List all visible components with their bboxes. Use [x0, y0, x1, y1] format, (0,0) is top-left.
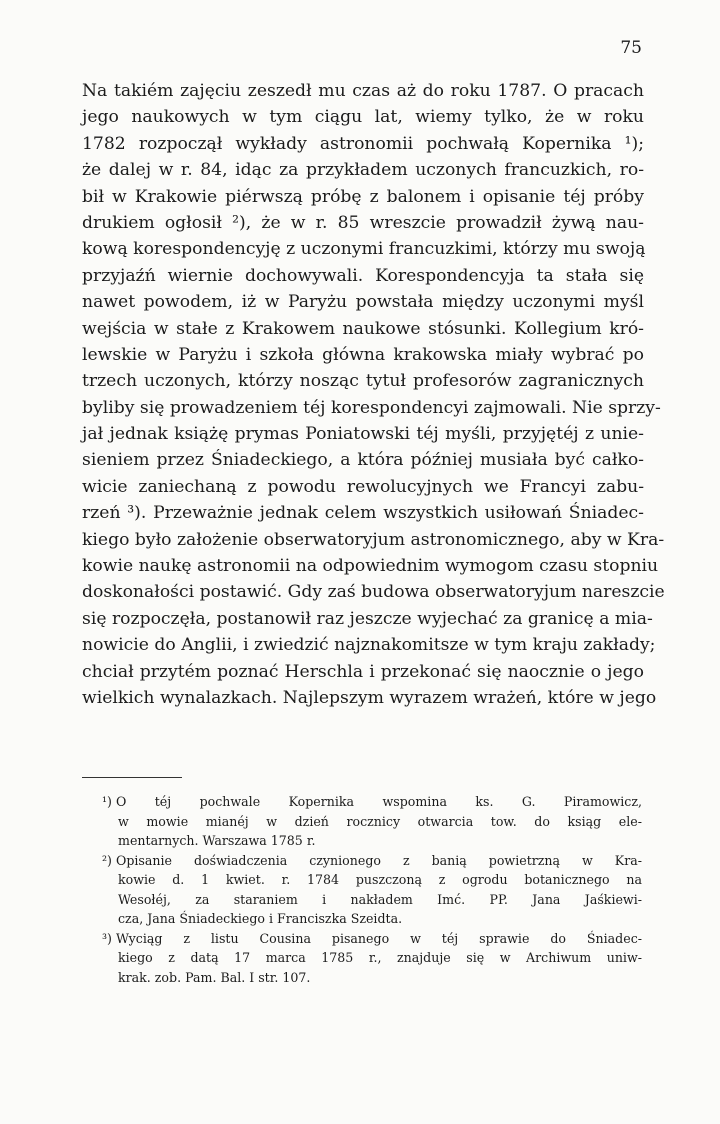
- body-line: kowie naukę astronomii na odpowiednim wymogom czasu stopniu: [82, 556, 659, 577]
- body-text: [82, 78, 665, 711]
- body-line: 1782 rozpoczął wykłady astronomii pochwałą Kopernika ¹);: [82, 133, 644, 154]
- footnote-divider: [82, 777, 182, 778]
- body-line: jał jednak książę prymas Poniatowski téj myśli, przyjętéj z unie-: [82, 424, 644, 445]
- footnote-2: [102, 851, 642, 929]
- body-line: doskonałości postawić. Gdy zaś budowa obserwatoryjum nareszcie: [82, 582, 665, 603]
- footnote-mark: ²): [102, 852, 112, 868]
- page-number: 75: [620, 38, 642, 58]
- body-line: Na takiém zajęciu zeszedł mu czas aż do roku 1787. O pracach: [82, 81, 644, 101]
- footnote-line: kowie d. 1 kwiet. r. 1784 puszczoną z ogrodu botanicznego na: [118, 872, 642, 887]
- body-line: chciał przytém poznać Herschla i przekonać się naocznie o jego: [82, 661, 644, 682]
- body-line: sieniem przez Śniadeckiego, a która później musiała być całko-: [82, 450, 644, 471]
- body-line: bił w Krakowie piérwszą próbę z balonem i opisanie téj próby: [82, 186, 644, 207]
- body-line: się rozpoczęła, postanowił raz jeszcze wyjechać za granicę a mia-: [82, 608, 653, 629]
- body-line: przyjaźń wiernie dochowywali. Korespondencyja ta stała się: [82, 265, 644, 286]
- body-line: wicie zaniechaną z powodu rewolucyjnych we Francyi zabu-: [82, 476, 644, 497]
- footnote-3: [102, 929, 642, 988]
- footnote-mark: ¹): [102, 794, 112, 809]
- footnote-1: [102, 792, 642, 851]
- footnotes: [102, 792, 642, 987]
- footnote-line: cza, Jana Śniadeckiego i Franciszka Szeidta.: [118, 911, 403, 926]
- body-line: trzech uczonych, którzy nosząc tytuł profesorów zagranicznych: [82, 371, 644, 392]
- body-line: drukiem ogłosił ²), że w r. 85 wreszcie prowadził żywą nau-: [82, 212, 644, 233]
- body-line: nowicie do Anglii, i zwiedzić najznakomitsze w tym kraju zakłady;: [82, 635, 656, 656]
- footnote-line: Opisanie doświadczenia czynionego z banią powietrzną w Kra-: [116, 852, 642, 868]
- footnote-line: krak. zob. Pam. Bal. I str. 107.: [118, 969, 311, 985]
- footnote-mark: ³): [102, 930, 112, 946]
- body-line: byliby się prowadzeniem téj korespondencyi zajmowali. Nie sprzy-: [82, 397, 661, 418]
- body-line: że dalej w r. 84, idąc za przykładem uczonych francuzkich, ro-: [82, 160, 644, 181]
- body-line: nawet powodem, iż w Paryżu powstała między uczonymi myśl: [82, 292, 644, 313]
- footnote-line: Wesołéj, za staraniem i nakładem Imć. PP. Jana Jaśkiewi-: [118, 891, 642, 907]
- body-line: wielkich wynalazkach. Najlepszym wyrazem wrażeń, które w jego: [82, 687, 657, 708]
- body-line: jego naukowych w tym ciągu lat, wiemy tylko, że w roku: [82, 107, 644, 128]
- body-line: kową korespondencyję z uczonymi francuzkimi, którzy mu swoją: [82, 239, 646, 260]
- footnote-line: Wyciąg z listu Cousina pisanego w téj sprawie do Śniadec-: [116, 930, 642, 946]
- footnote-line: w mowie mianéj w dzień rocznicy otwarcia tow. do ksiąg ele-: [118, 813, 642, 829]
- body-line: lewskie w Paryżu i szkoła główna krakowska miały wybrać po: [82, 344, 644, 365]
- footnote-line: kiego z datą 17 marca 1785 r., znajduje się w Archiwum uniw-: [118, 950, 642, 965]
- body-line: wejścia w stałe z Krakowem naukowe stósunki. Kollegium kró-: [82, 318, 644, 339]
- footnote-line: O téj pochwale Kopernika wspomina ks. G. Piramowicz,: [116, 794, 642, 809]
- footnote-line: mentarnych. Warszawa 1785 r.: [118, 833, 316, 848]
- body-line: kiego było założenie obserwatoryjum astronomicznego, aby w Kra-: [82, 529, 665, 550]
- body-line: rzeń ³). Przeważnie jednak celem wszystkich usiłowań Śniadec-: [82, 503, 644, 524]
